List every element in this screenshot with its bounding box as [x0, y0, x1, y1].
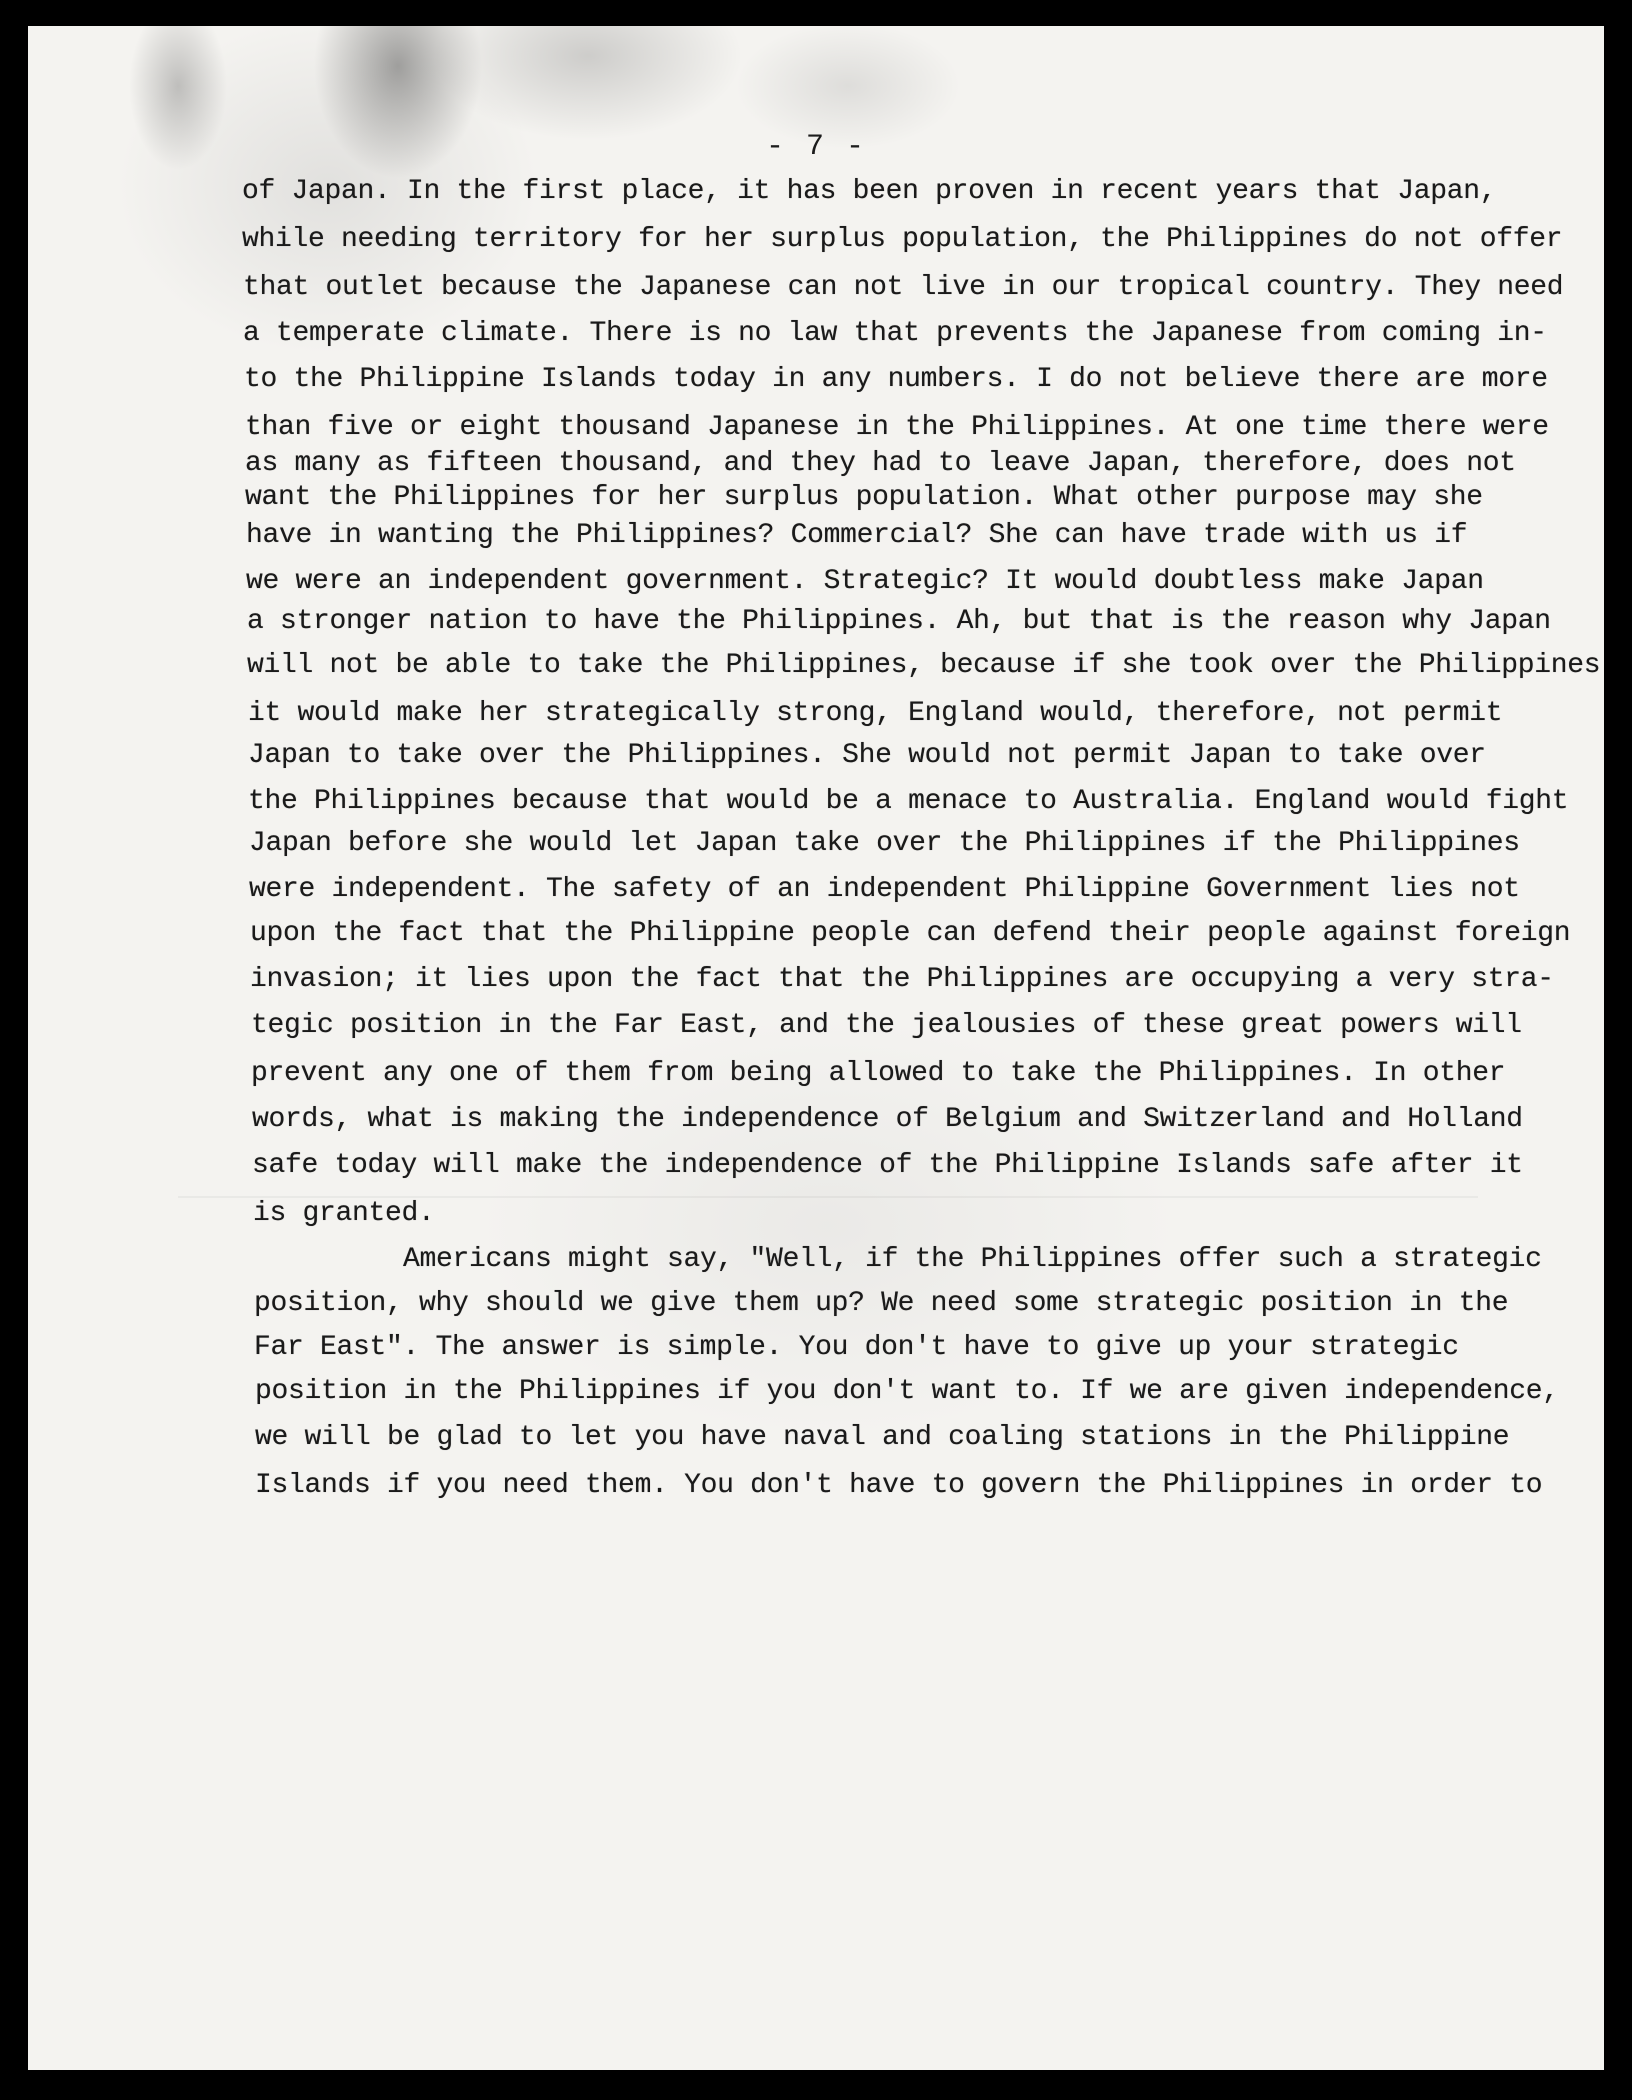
text-line: as many as fifteen thousand, and they had to leave Japan, therefore, does not	[245, 448, 1516, 479]
text-line: Japan to take over the Philippines. She would not permit Japan to take over	[248, 740, 1486, 771]
typed-page	[28, 26, 1604, 2070]
text-line: words, what is making the independence of Belgium and Switzerland and Holland	[252, 1104, 1523, 1135]
text-line: Far East". The answer is simple. You don't have to give up your strategic	[254, 1332, 1459, 1363]
text-line: Americans might say, "Well, if the Philippines offer such a strategic	[403, 1244, 1542, 1275]
text-line: we were an independent government. Strategic? It would doubtless make Japan	[246, 566, 1484, 597]
text-line: have in wanting the Philippines? Commercial? She can have trade with us if	[246, 520, 1468, 551]
text-line: the Philippines because that would be a menace to Australia. England would fight	[248, 786, 1569, 817]
text-line: it would make her strategically strong, England would, therefore, not permit	[248, 698, 1503, 729]
text-line: tegic position in the Far East, and the jealousies of these great powers will	[251, 1010, 1522, 1041]
text-line: is granted.	[253, 1198, 435, 1229]
text-line: position in the Philippines if you don't want to. If we are given independence,	[255, 1376, 1559, 1407]
text-line: invasion; it lies upon the fact that the Philippines are occupying a very stra-	[250, 964, 1554, 995]
text-line: safe today will make the independence of the Philippine Islands safe after it	[252, 1150, 1523, 1181]
text-line: to the Philippine Islands today in any numbers. I do not believe there are more	[244, 364, 1548, 395]
text-line: we will be glad to let you have naval and coaling stations in the Philippine	[255, 1422, 1510, 1453]
text-line: want the Philippines for her surplus population. What other purpose may she	[245, 482, 1483, 513]
text-line: were independent. The safety of an independent Philippine Government lies not	[249, 874, 1520, 905]
page-number: - 7 -	[765, 130, 866, 164]
text-line: position, why should we give them up? We need some strategic position in the	[254, 1288, 1509, 1319]
text-line: Islands if you need them. You don't have to govern the Philippines in order to	[255, 1470, 1543, 1501]
text-line: upon the fact that the Philippine people can defend their people against foreign	[250, 918, 1571, 949]
text-line: than five or eight thousand Japanese in the Philippines. At one time there were	[245, 412, 1549, 443]
text-line: a temperate climate. There is no law that prevents the Japanese from coming in-	[243, 318, 1547, 349]
text-line: while needing territory for her surplus population, the Philippines do not offer	[242, 224, 1563, 255]
text-line: that outlet because the Japanese can not live in our tropical country. They need	[243, 272, 1564, 303]
text-line: prevent any one of them from being allowed to take the Philippines. In other	[251, 1058, 1506, 1089]
text-line: will not be able to take the Philippines, because if she took over the Philippines	[247, 650, 1601, 681]
text-line: Japan before she would let Japan take over the Philippines if the Philippines	[249, 828, 1520, 859]
text-line: a stronger nation to have the Philippines. Ah, but that is the reason why Japan	[247, 606, 1551, 637]
text-line: of Japan. In the first place, it has been proven in recent years that Japan,	[242, 176, 1497, 207]
